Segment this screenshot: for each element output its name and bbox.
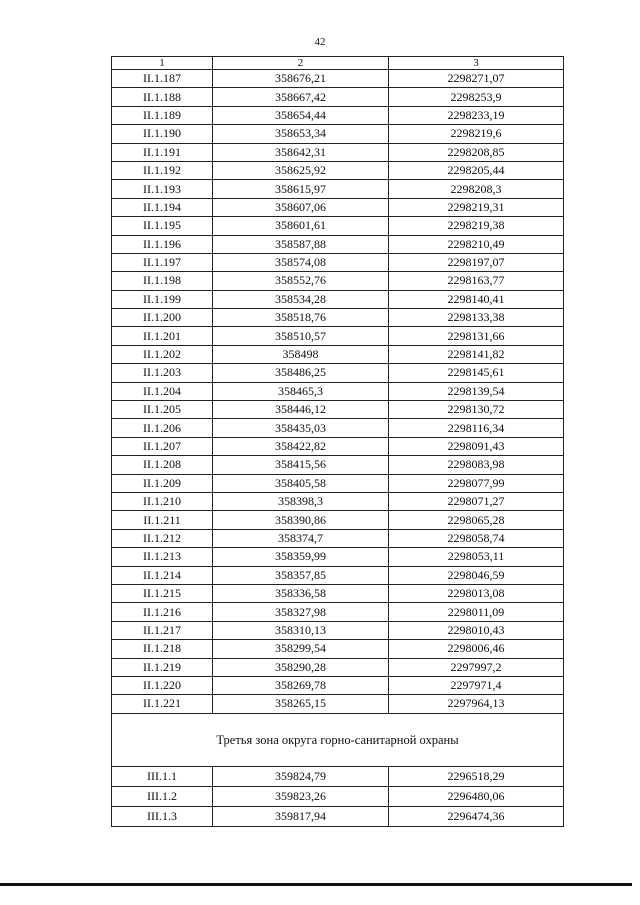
x-coordinate-cell: 358587,88 <box>213 235 389 253</box>
table-row <box>112 309 564 327</box>
x-coordinate-cell: 358667,42 <box>213 88 389 106</box>
x-coordinate-cell: 358422,82 <box>213 437 389 455</box>
y-coordinate-cell: 2298053,11 <box>389 548 564 566</box>
table-row <box>112 456 564 474</box>
point-id-cell: II.1.210 <box>112 492 213 510</box>
y-coordinate-cell: 2298058,74 <box>389 529 564 547</box>
y-coordinate-cell: 2298083,98 <box>389 456 564 474</box>
column-header-point: 1 <box>112 57 213 70</box>
point-id-cell: II.1.199 <box>112 290 213 308</box>
x-coordinate-cell: 358446,12 <box>213 401 389 419</box>
table-row <box>112 529 564 547</box>
point-id-cell: II.1.218 <box>112 640 213 658</box>
table-row <box>112 695 564 713</box>
point-id-cell: II.1.197 <box>112 253 213 271</box>
table-row <box>112 419 564 437</box>
table-row <box>112 235 564 253</box>
x-coordinate-cell: 358534,28 <box>213 290 389 308</box>
y-coordinate-cell: 2298219,31 <box>389 198 564 216</box>
x-coordinate-cell: 358465,3 <box>213 382 389 400</box>
table-row <box>112 364 564 382</box>
table-row <box>112 511 564 529</box>
point-id-cell: II.1.187 <box>112 70 213 88</box>
y-coordinate-cell: 2298065,28 <box>389 511 564 529</box>
x-coordinate-cell: 358310,13 <box>213 621 389 639</box>
y-coordinate-cell: 2298077,99 <box>389 474 564 492</box>
table-row <box>112 766 564 786</box>
x-coordinate-cell: 358625,92 <box>213 161 389 179</box>
table-row <box>112 584 564 602</box>
x-coordinate-cell: 358269,78 <box>213 676 389 694</box>
table-row <box>112 382 564 400</box>
point-id-cell: III.1.2 <box>112 786 213 806</box>
x-coordinate-cell: 358336,58 <box>213 584 389 602</box>
point-id-cell: II.1.208 <box>112 456 213 474</box>
column-header-y: 3 <box>389 57 564 70</box>
point-id-cell: II.1.216 <box>112 603 213 621</box>
point-id-cell: II.1.188 <box>112 88 213 106</box>
x-coordinate-cell: 358265,15 <box>213 695 389 713</box>
table-row <box>112 566 564 584</box>
point-id-cell: II.1.214 <box>112 566 213 584</box>
x-coordinate-cell: 358510,57 <box>213 327 389 345</box>
y-coordinate-cell: 2298139,54 <box>389 382 564 400</box>
y-coordinate-cell: 2298205,44 <box>389 161 564 179</box>
point-id-cell: III.1.3 <box>112 806 213 826</box>
y-coordinate-cell: 2296518,29 <box>389 766 564 786</box>
x-coordinate-cell: 358552,76 <box>213 272 389 290</box>
table-row <box>112 806 564 826</box>
table-row <box>112 272 564 290</box>
table-row <box>112 548 564 566</box>
x-coordinate-cell: 358374,7 <box>213 529 389 547</box>
column-header-x: 2 <box>213 57 389 70</box>
point-id-cell: II.1.203 <box>112 364 213 382</box>
table-row <box>112 70 564 88</box>
y-coordinate-cell: 2298140,41 <box>389 290 564 308</box>
y-coordinate-cell: 2298271,07 <box>389 70 564 88</box>
point-id-cell: II.1.189 <box>112 106 213 124</box>
table-row <box>112 640 564 658</box>
point-id-cell: II.1.209 <box>112 474 213 492</box>
x-coordinate-cell: 358357,85 <box>213 566 389 584</box>
section-heading-row <box>112 713 564 766</box>
x-coordinate-cell: 358518,76 <box>213 309 389 327</box>
y-coordinate-cell: 2298130,72 <box>389 401 564 419</box>
point-id-cell: II.1.212 <box>112 529 213 547</box>
point-id-cell: II.1.193 <box>112 180 213 198</box>
table-row <box>112 401 564 419</box>
table-row <box>112 180 564 198</box>
table-row <box>112 345 564 363</box>
y-coordinate-cell: 2298145,61 <box>389 364 564 382</box>
y-coordinate-cell: 2298210,49 <box>389 235 564 253</box>
point-id-cell: II.1.220 <box>112 676 213 694</box>
table-row <box>112 198 564 216</box>
y-coordinate-cell: 2298046,59 <box>389 566 564 584</box>
x-coordinate-cell: 358415,56 <box>213 456 389 474</box>
y-coordinate-cell: 2298010,43 <box>389 621 564 639</box>
point-id-cell: II.1.215 <box>112 584 213 602</box>
point-id-cell: II.1.221 <box>112 695 213 713</box>
y-coordinate-cell: 2298208,3 <box>389 180 564 198</box>
y-coordinate-cell: 2298013,08 <box>389 584 564 602</box>
y-coordinate-cell: 2298253,9 <box>389 88 564 106</box>
zone-2-rows <box>112 70 564 714</box>
table-row <box>112 474 564 492</box>
point-id-cell: II.1.195 <box>112 217 213 235</box>
y-coordinate-cell: 2298163,77 <box>389 272 564 290</box>
point-id-cell: II.1.206 <box>112 419 213 437</box>
x-coordinate-cell: 358653,34 <box>213 125 389 143</box>
table-row <box>112 492 564 510</box>
y-coordinate-cell: 2298133,38 <box>389 309 564 327</box>
point-id-cell: II.1.192 <box>112 161 213 179</box>
point-id-cell: II.1.202 <box>112 345 213 363</box>
point-id-cell: II.1.213 <box>112 548 213 566</box>
coordinates-table <box>111 56 564 827</box>
table-row <box>112 621 564 639</box>
y-coordinate-cell: 2296480,06 <box>389 786 564 806</box>
zone-3-rows <box>112 766 564 826</box>
y-coordinate-cell: 2298233,19 <box>389 106 564 124</box>
x-coordinate-cell: 358359,99 <box>213 548 389 566</box>
section-title: Третья зона округа горно-санитарной охраны <box>112 713 564 766</box>
x-coordinate-cell: 358435,03 <box>213 419 389 437</box>
y-coordinate-cell: 2298071,27 <box>389 492 564 510</box>
x-coordinate-cell: 359817,94 <box>213 806 389 826</box>
y-coordinate-cell: 2297971,4 <box>389 676 564 694</box>
x-coordinate-cell: 358676,21 <box>213 70 389 88</box>
y-coordinate-cell: 2298219,38 <box>389 217 564 235</box>
point-id-cell: II.1.205 <box>112 401 213 419</box>
x-coordinate-cell: 358299,54 <box>213 640 389 658</box>
y-coordinate-cell: 2298141,82 <box>389 345 564 363</box>
table-row <box>112 253 564 271</box>
table-row <box>112 437 564 455</box>
table-row <box>112 161 564 179</box>
y-coordinate-cell: 2298091,43 <box>389 437 564 455</box>
point-id-cell: II.1.200 <box>112 309 213 327</box>
y-coordinate-cell: 2298208,85 <box>389 143 564 161</box>
x-coordinate-cell: 358615,97 <box>213 180 389 198</box>
y-coordinate-cell: 2297964,13 <box>389 695 564 713</box>
y-coordinate-cell: 2298006,46 <box>389 640 564 658</box>
y-coordinate-cell: 2298011,09 <box>389 603 564 621</box>
x-coordinate-cell: 359824,79 <box>213 766 389 786</box>
x-coordinate-cell: 358327,98 <box>213 603 389 621</box>
point-id-cell: II.1.204 <box>112 382 213 400</box>
x-coordinate-cell: 358486,25 <box>213 364 389 382</box>
point-id-cell: II.1.191 <box>112 143 213 161</box>
table-row <box>112 106 564 124</box>
y-coordinate-cell: 2296474,36 <box>389 806 564 826</box>
point-id-cell: II.1.211 <box>112 511 213 529</box>
x-coordinate-cell: 358290,28 <box>213 658 389 676</box>
point-id-cell: III.1.1 <box>112 766 213 786</box>
table-row <box>112 217 564 235</box>
table-row <box>112 125 564 143</box>
page-number: 42 <box>314 36 326 48</box>
point-id-cell: II.1.217 <box>112 621 213 639</box>
y-coordinate-cell: 2298131,66 <box>389 327 564 345</box>
point-id-cell: II.1.198 <box>112 272 213 290</box>
x-coordinate-cell: 358390,86 <box>213 511 389 529</box>
point-id-cell: II.1.196 <box>112 235 213 253</box>
x-coordinate-cell: 359823,26 <box>213 786 389 806</box>
y-coordinate-cell: 2298116,34 <box>389 419 564 437</box>
table-header-row <box>112 57 564 70</box>
y-coordinate-cell: 2298197,07 <box>389 253 564 271</box>
table-row <box>112 290 564 308</box>
table-row <box>112 786 564 806</box>
x-coordinate-cell: 358574,08 <box>213 253 389 271</box>
x-coordinate-cell: 358654,44 <box>213 106 389 124</box>
point-id-cell: II.1.207 <box>112 437 213 455</box>
point-id-cell: II.1.190 <box>112 125 213 143</box>
point-id-cell: II.1.219 <box>112 658 213 676</box>
table-row <box>112 143 564 161</box>
table-row <box>112 658 564 676</box>
x-coordinate-cell: 358601,61 <box>213 217 389 235</box>
y-coordinate-cell: 2297997,2 <box>389 658 564 676</box>
x-coordinate-cell: 358642,31 <box>213 143 389 161</box>
table-row <box>112 603 564 621</box>
x-coordinate-cell: 358405,58 <box>213 474 389 492</box>
table-row <box>112 676 564 694</box>
table-row <box>112 327 564 345</box>
y-coordinate-cell: 2298219,6 <box>389 125 564 143</box>
point-id-cell: II.1.201 <box>112 327 213 345</box>
x-coordinate-cell: 358498 <box>213 345 389 363</box>
point-id-cell: II.1.194 <box>112 198 213 216</box>
x-coordinate-cell: 358607,06 <box>213 198 389 216</box>
table-row <box>112 88 564 106</box>
x-coordinate-cell: 358398,3 <box>213 492 389 510</box>
bottom-rule <box>0 883 632 886</box>
